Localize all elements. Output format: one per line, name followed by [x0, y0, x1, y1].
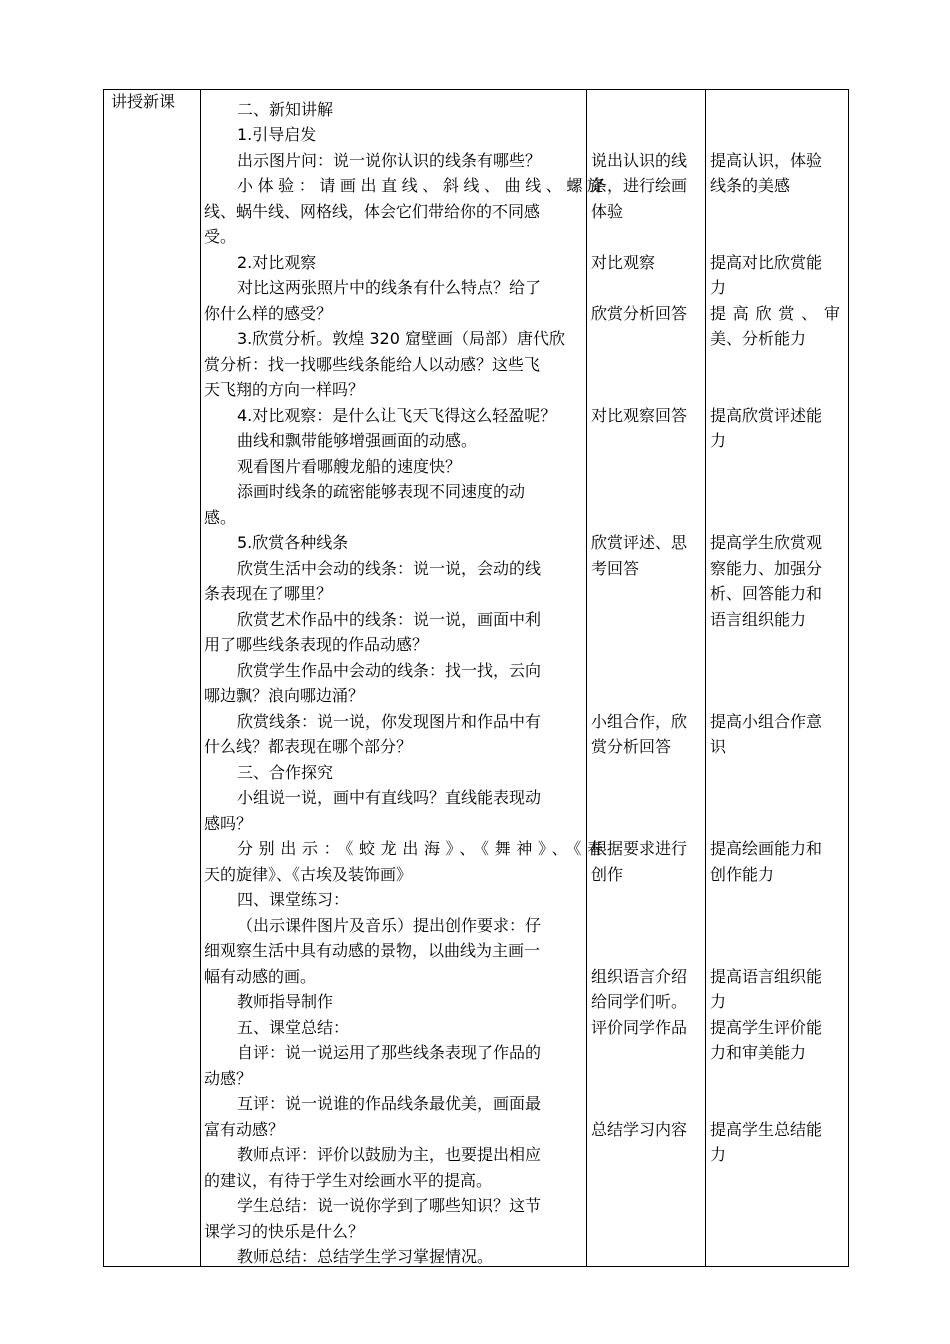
design-purpose-line: 提高欣赏评述能	[710, 406, 823, 425]
process-line: 感吗？	[204, 814, 253, 833]
design-purpose-line: 语言组织能力	[710, 610, 807, 629]
process-line: 富有动感？	[204, 1120, 285, 1139]
process-line: 动感？	[204, 1069, 253, 1088]
student-activity-cell	[587, 90, 706, 1267]
process-line: 欣赏学生作品中会动的线条：找一找，云向	[237, 661, 542, 680]
design-purpose-cell	[706, 90, 849, 1267]
process-line: 2.对比观察	[237, 253, 317, 272]
table-row	[104, 90, 849, 1267]
process-line: 天飞翔的方向一样吗？	[204, 380, 365, 399]
process-line: 小组说一说，画中有直线吗？直线能表现动	[237, 788, 542, 807]
process-line: 分别出示：《蛟龙出海》、《舞神》、《春	[237, 839, 603, 858]
process-line: 赏分析：找一找哪些线条能给人以动感？这些飞	[204, 355, 541, 374]
design-purpose-line: 提高对比欣赏能	[710, 253, 823, 272]
process-line: 你什么样的感受？	[204, 304, 333, 323]
process-line: 三、合作探究	[237, 763, 334, 782]
student-activity-line: 评价同学作品	[591, 1018, 688, 1037]
design-purpose-line: 力	[710, 992, 727, 1011]
process-line: 学生总结：说一说你学到了哪些知识？这节	[237, 1196, 542, 1215]
design-purpose-line: 力	[710, 431, 727, 450]
process-line: 感。	[204, 508, 237, 527]
student-activity-line: 说出认识的线	[591, 151, 688, 170]
student-activity-line: 对比观察	[591, 253, 656, 272]
student-activity-line: 对比观察回答	[591, 406, 688, 425]
design-purpose-line: 提高学生欣赏观	[710, 533, 823, 552]
process-line: 哪边飘？浪向哪边涌？	[204, 686, 365, 705]
process-line: 曲线和飘带能够增强画面的动感。	[237, 431, 478, 450]
design-purpose-line: 力和审美能力	[710, 1043, 807, 1062]
process-line: 自评：说一说运用了那些线条表现了作品的	[237, 1043, 542, 1062]
process-line: 教师点评：评价以鼓励为主，也要提出相应	[237, 1145, 542, 1164]
design-purpose-line: 提 高 欣 赏 、 审	[710, 304, 840, 323]
student-activity-line: 给同学们听。	[591, 992, 688, 1011]
student-activity-line: 根据要求进行	[591, 839, 688, 858]
process-line: 课学习的快乐是什么？	[204, 1222, 365, 1241]
student-activity-line: 欣赏分析回答	[591, 304, 688, 323]
process-line: 线、蜗牛线、网格线，体会它们带给你的不同感	[204, 202, 541, 221]
process-line: 欣赏艺术作品中的线条：说一说，画面中利	[237, 610, 542, 629]
design-purpose-line: 察能力、加强分	[710, 559, 823, 578]
process-line: 用了哪些线条表现的作品动感？	[204, 635, 429, 654]
stage-label: 讲授新课	[111, 92, 176, 111]
student-activity-line: 创作	[591, 865, 624, 884]
student-activity-line: 组织语言介绍	[591, 967, 688, 986]
student-activity-line: 总结学习内容	[591, 1120, 688, 1139]
teaching-process-lines	[201, 90, 603, 1266]
student-activity-line: 考回答	[591, 559, 640, 578]
process-line: 1.引导启发	[237, 125, 317, 144]
design-purpose-line: 析、回答能力和	[710, 584, 823, 603]
design-purpose-line: 力	[710, 278, 727, 297]
teaching-process-cell	[201, 90, 603, 1267]
process-line: 欣赏线条：说一说，你发现图片和作品中有	[237, 712, 542, 731]
process-line: 天的旋律》、《古埃及装饰画》	[204, 865, 413, 884]
process-line: （出示课件图片及音乐）提出创作要求：仔	[237, 916, 542, 935]
process-line: 教师总结：总结学生学习掌握情况。	[237, 1247, 494, 1266]
process-line: 4.对比观察：是什么让飞天飞得这么轻盈呢？	[237, 406, 557, 425]
student-activity-line: 赏分析回答	[591, 737, 672, 756]
design-purpose-lines	[706, 90, 848, 1266]
process-line: 四、课堂练习：	[237, 890, 350, 909]
process-line: 幅有动感的画。	[204, 967, 317, 986]
design-purpose-line: 提高绘画能力和	[710, 839, 823, 858]
process-line: 教师指导制作	[237, 992, 334, 1011]
process-line: 细观察生活中具有动感的景物，以曲线为主画一	[204, 941, 541, 960]
process-line: 添画时线条的疏密能够表现不同速度的动	[237, 482, 526, 501]
student-activity-line: 欣赏评述、思	[591, 533, 688, 552]
design-purpose-line: 线条的美感	[710, 176, 791, 195]
design-purpose-line: 提高语言组织能	[710, 967, 823, 986]
process-line: 的建议，有待于学生对绘画水平的提高。	[204, 1171, 493, 1190]
process-line: 小体验：请画出直线、斜线、曲线、螺旋	[237, 176, 603, 195]
process-line: 5.欣赏各种线条	[237, 533, 349, 552]
student-activity-line: 条，进行绘画	[591, 176, 688, 195]
design-purpose-line: 提高学生评价能	[710, 1018, 823, 1037]
process-line: 互评：说一说谁的作品线条最优美，画面最	[237, 1094, 542, 1113]
student-activity-lines	[587, 90, 705, 1266]
design-purpose-line: 提高学生总结能	[710, 1120, 823, 1139]
design-purpose-line: 创作能力	[710, 865, 775, 884]
process-line: 出示图片问：说一说你认识的线条有哪些？	[237, 151, 542, 170]
process-line: 3.欣赏分析。敦煌 320 窟壁画（局部）唐代欣	[237, 329, 565, 348]
process-line: 欣赏生活中会动的线条：说一说，会动的线	[237, 559, 542, 578]
process-line: 二、新知讲解	[237, 100, 334, 119]
design-purpose-line: 美、分析能力	[710, 329, 807, 348]
stage-cell	[104, 90, 201, 1267]
lesson-plan-table	[103, 89, 849, 1267]
process-line: 五、课堂总结：	[237, 1018, 350, 1037]
design-purpose-line: 力	[710, 1145, 727, 1164]
student-activity-line: 小组合作，欣	[591, 712, 688, 731]
process-line: 条表现在了哪里？	[204, 584, 333, 603]
process-line: 对比这两张照片中的线条有什么特点？给了	[237, 278, 542, 297]
process-line: 观看图片看哪艘龙船的速度快？	[237, 457, 462, 476]
design-purpose-line: 识	[710, 737, 727, 756]
process-line: 受。	[204, 227, 237, 246]
process-line: 什么线？都表现在哪个部分？	[204, 737, 413, 756]
design-purpose-line: 提高小组合作意	[710, 712, 823, 731]
design-purpose-line: 提高认识，体验	[710, 151, 823, 170]
student-activity-line: 体验	[591, 202, 624, 221]
